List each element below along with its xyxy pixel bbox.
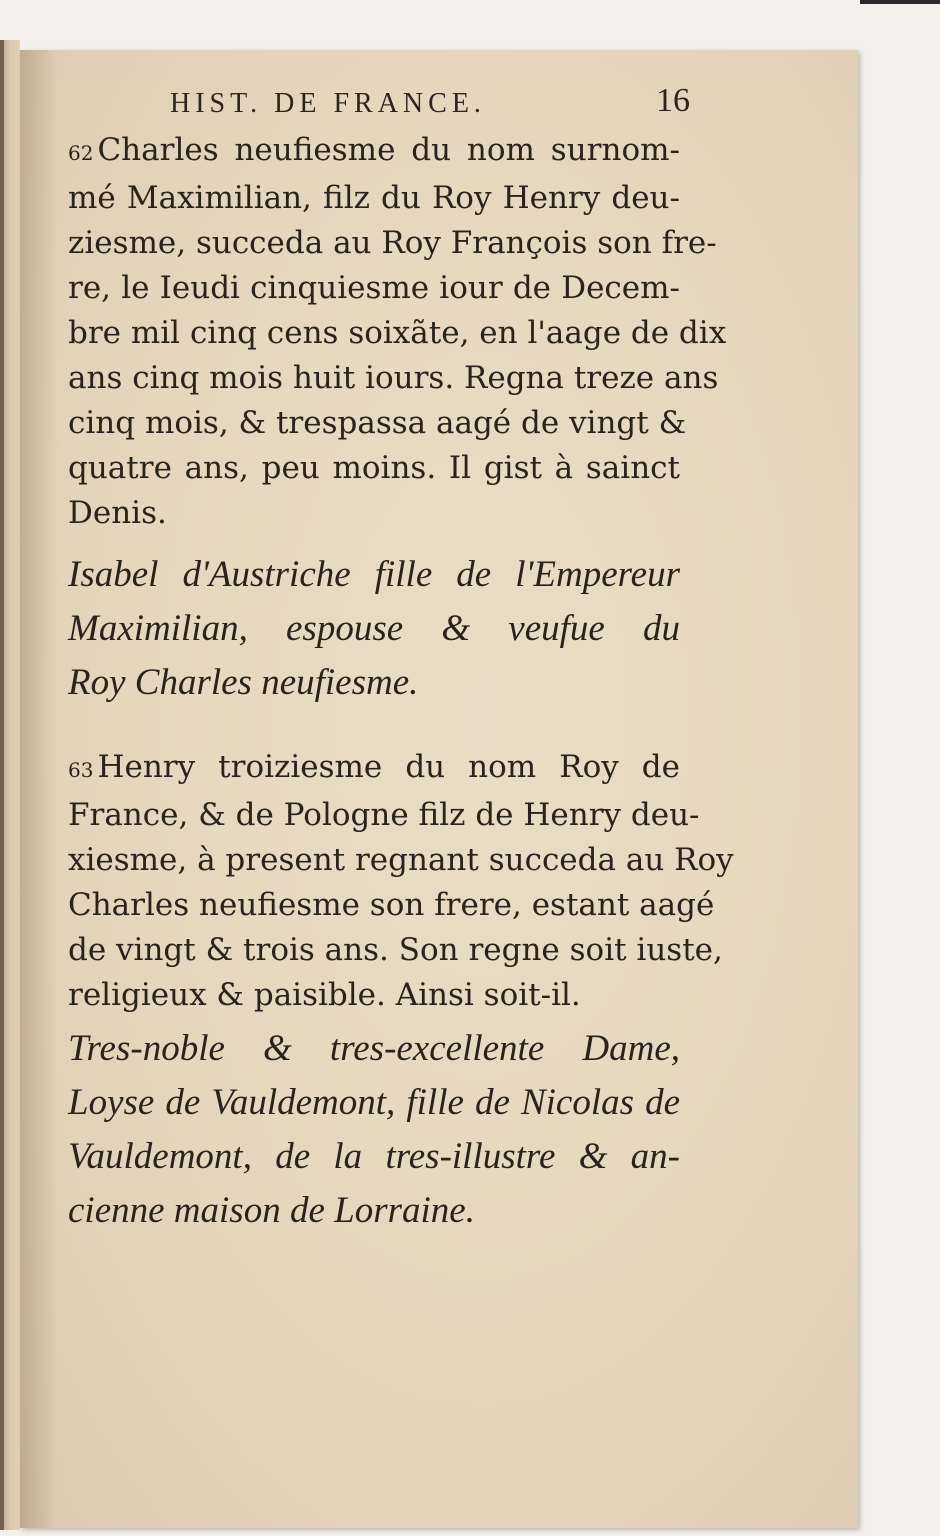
text-line: 63 Henry troiziesme du nom Roy de xyxy=(68,749,680,785)
entry-62-charles-ix xyxy=(68,128,727,536)
page-number: 16 xyxy=(656,82,690,119)
binding-edge xyxy=(860,0,940,34)
queen-loyse-caption xyxy=(68,1022,680,1238)
text-line: ziesme, succeda au Roy François son fre- xyxy=(68,225,717,261)
page-gutter-shadow xyxy=(20,50,58,1528)
text-line: quatre ans, peu moins. Il gist à sainct xyxy=(68,450,680,486)
text-line: re, le Ieudi cinquiesme iour de Decem- xyxy=(68,270,680,306)
text-line: Vauldemont, de la tres-illustre & an- xyxy=(68,1136,680,1177)
entry-number: 63 xyxy=(68,758,94,782)
book-spine-shadow xyxy=(0,40,4,1530)
text-line: xiesme, à present regnant succeda au Roy xyxy=(68,842,734,878)
text-line: Roy Charles neufiesme. xyxy=(68,662,419,703)
text-line: Charles neufiesme son frere, estant aagé xyxy=(68,887,715,923)
queen-isabel-caption xyxy=(68,548,680,710)
text-line: de vingt & trois ans. Son regne soit iuste, xyxy=(68,932,723,968)
text-line: bre mil cinq cens soixãte, en l'aage de dix xyxy=(68,315,727,351)
entry-number: 62 xyxy=(68,141,94,165)
text-line: 62 Charles neufiesme du nom surnom- xyxy=(68,132,680,168)
text-line: ans cinq mois huit iours. Regna treze ans xyxy=(68,360,719,396)
running-head xyxy=(170,82,690,120)
text-line: France, & de Pologne filz de Henry deu- xyxy=(68,797,700,833)
text-line: cienne maison de Lorraine. xyxy=(68,1190,475,1231)
entry-63-henry-iii xyxy=(68,745,734,1018)
text-line: cinq mois, & trespassa aagé de vingt & xyxy=(68,405,687,441)
text-line: religieux & paisible. Ainsi soit-il. xyxy=(68,977,581,1013)
running-head-title: HIST. DE FRANCE. xyxy=(170,88,486,119)
text-line: mé Maximilian, filz du Roy Henry deu- xyxy=(68,180,680,216)
text-line: Denis. xyxy=(68,495,167,531)
text-line: Isabel d'Austriche fille de l'Empereur xyxy=(68,554,680,595)
text-line: Tres-noble & tres-excellente Dame, xyxy=(68,1028,680,1069)
text-line: Loyse de Vauldemont, fille de Nicolas de xyxy=(68,1082,680,1123)
text-line: Maximilian, espouse & veufue du xyxy=(68,608,680,649)
